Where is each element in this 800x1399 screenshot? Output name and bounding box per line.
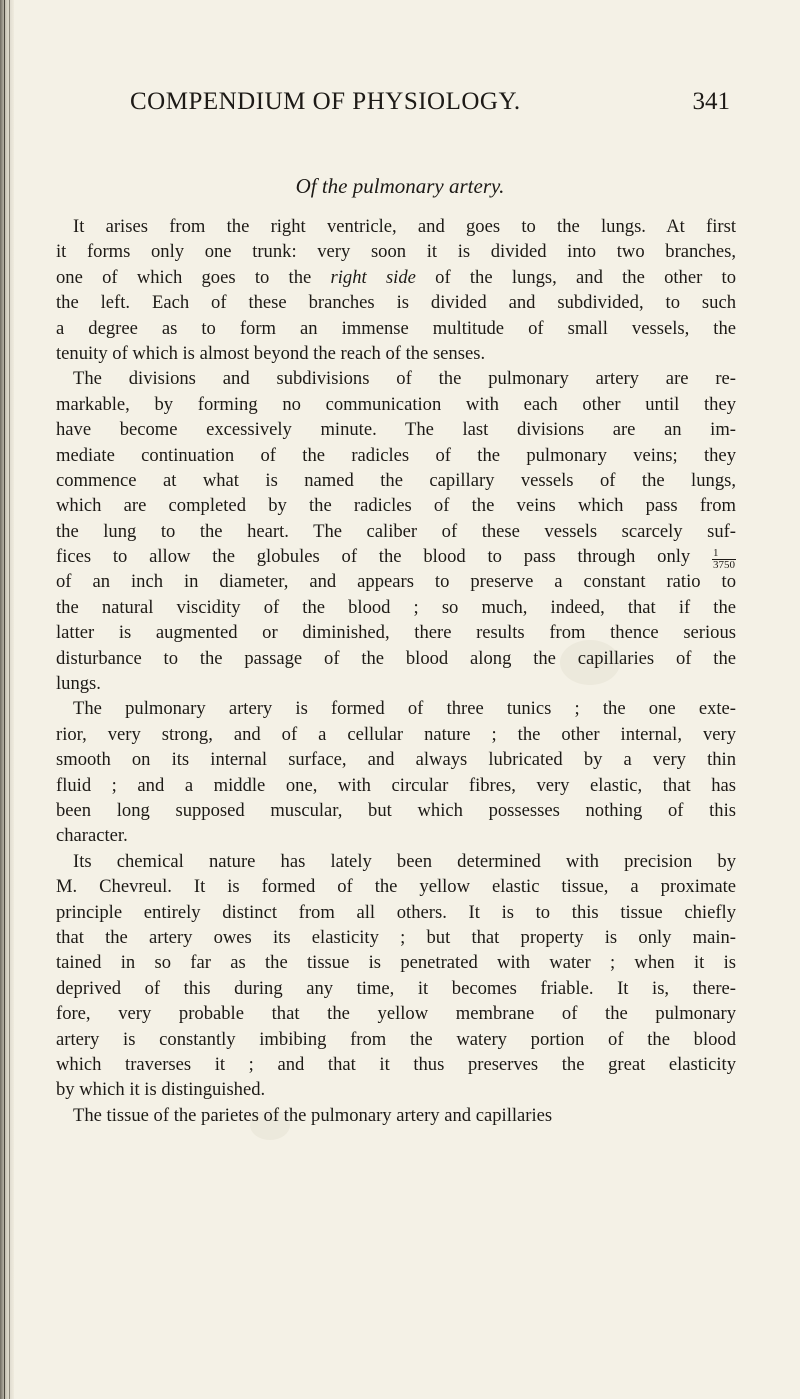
section-title: Of the pulmonary artery. [295, 174, 505, 198]
text-segment: one of which goes to the [56, 266, 331, 288]
text-line: the natural viscidity of the blood ; so much, indeed, that if the [56, 596, 736, 618]
italic-phrase: right side [330, 266, 416, 288]
text-line: character. [56, 825, 128, 847]
paragraph [56, 214, 736, 366]
text-line: by which it is distinguished. [56, 1079, 266, 1101]
fraction [712, 548, 736, 571]
text-line: The pulmonary artery is formed of three tunics ; the one exte- [73, 698, 736, 720]
text-line: It arises from the right ventricle, and goes to the lungs. At first [73, 216, 736, 237]
text-line: deprived of this during any time, it becomes friable. It is, there- [56, 977, 736, 999]
text-line: smooth on its internal surface, and always lubricated by a very thin [56, 749, 736, 771]
text-line: The divisions and subdivisions of the pulmonary artery are re- [73, 368, 736, 390]
text-line: tained in so far as the tissue is penetrated with water ; when it is [56, 952, 736, 974]
page-header [130, 88, 730, 128]
body-text [56, 214, 736, 1128]
text-line: the left. Each of these branches is divided and subdivided, to such [56, 292, 736, 314]
paragraph [56, 849, 736, 1103]
text-line: commence at what is named the capillary vessels of the lungs, [56, 469, 736, 491]
text-line: Its chemical nature has lately been determined with precision by [73, 850, 736, 872]
text-line: have become excessively minute. The last divisions are an im- [56, 419, 736, 441]
text-line: the lung to the heart. The caliber of these vessels scarcely suf- [56, 520, 736, 542]
binding-line [9, 0, 10, 1399]
text-line: tenuity of which is almost beyond the reach of the senses. [56, 342, 486, 364]
text-line: that the artery owes its elasticity ; but that property is only main- [56, 926, 736, 948]
text-line: fluid ; and a middle one, with circular fibres, very elastic, that has [56, 774, 736, 796]
text-line: artery is constantly imbibing from the watery portion of the blood [56, 1028, 736, 1050]
text-line: mediate continuation of the radicles of the pulmonary veins; they [56, 444, 736, 466]
text-line: it forms only one trunk: very soon it is divided into two branches, [56, 241, 736, 263]
paragraph [56, 1103, 736, 1128]
page-number: 341 [692, 88, 730, 115]
text-line: rior, very strong, and of a cellular nature ; the other internal, very [56, 723, 736, 745]
page-binding-edge [0, 0, 14, 1399]
fraction-numerator: 1 [712, 548, 736, 560]
text-line: a degree as to form an immense multitude of small vessels, the [56, 317, 736, 339]
text-line: which are completed by the radicles of the veins which pass from [56, 495, 736, 517]
text-line: The tissue of the parietes of the pulmonary artery and capillaries [73, 1104, 553, 1126]
text-line: M. Chevreul. It is formed of the yellow elastic tissue, a proximate [56, 876, 736, 898]
text-segment: fices to allow the globules of the blood to pass through only [56, 546, 691, 568]
fraction-denominator: 3750 [713, 559, 735, 572]
text-line [56, 265, 736, 290]
running-head: COMPENDIUM OF PHYSIOLOGY. [130, 88, 521, 115]
text-line: disturbance to the passage of the blood along the capillaries of the [56, 647, 736, 669]
text-line: latter is augmented or diminished, there results from thence serious [56, 622, 736, 644]
text-segment: of the lungs, and the other to [415, 266, 737, 288]
text-line: been long supposed muscular, but which possesses nothing of this [56, 799, 736, 821]
text-line: principle entirely distinct from all others. It is to this tissue chiefly [56, 901, 736, 923]
paragraph [56, 366, 736, 696]
text-line: which traverses it ; and that it thus preserves the great elasticity [56, 1053, 736, 1075]
binding-line [4, 0, 5, 1399]
text-line: markable, by forming no communication with each other until they [56, 393, 736, 415]
text-line: lungs. [56, 673, 101, 695]
text-line: of an inch in diameter, and appears to preserve a constant ratio to [56, 571, 736, 593]
paragraph [56, 696, 736, 848]
text-line [56, 544, 736, 572]
text-line: fore, very probable that the yellow membrane of the pulmonary [56, 1003, 736, 1025]
